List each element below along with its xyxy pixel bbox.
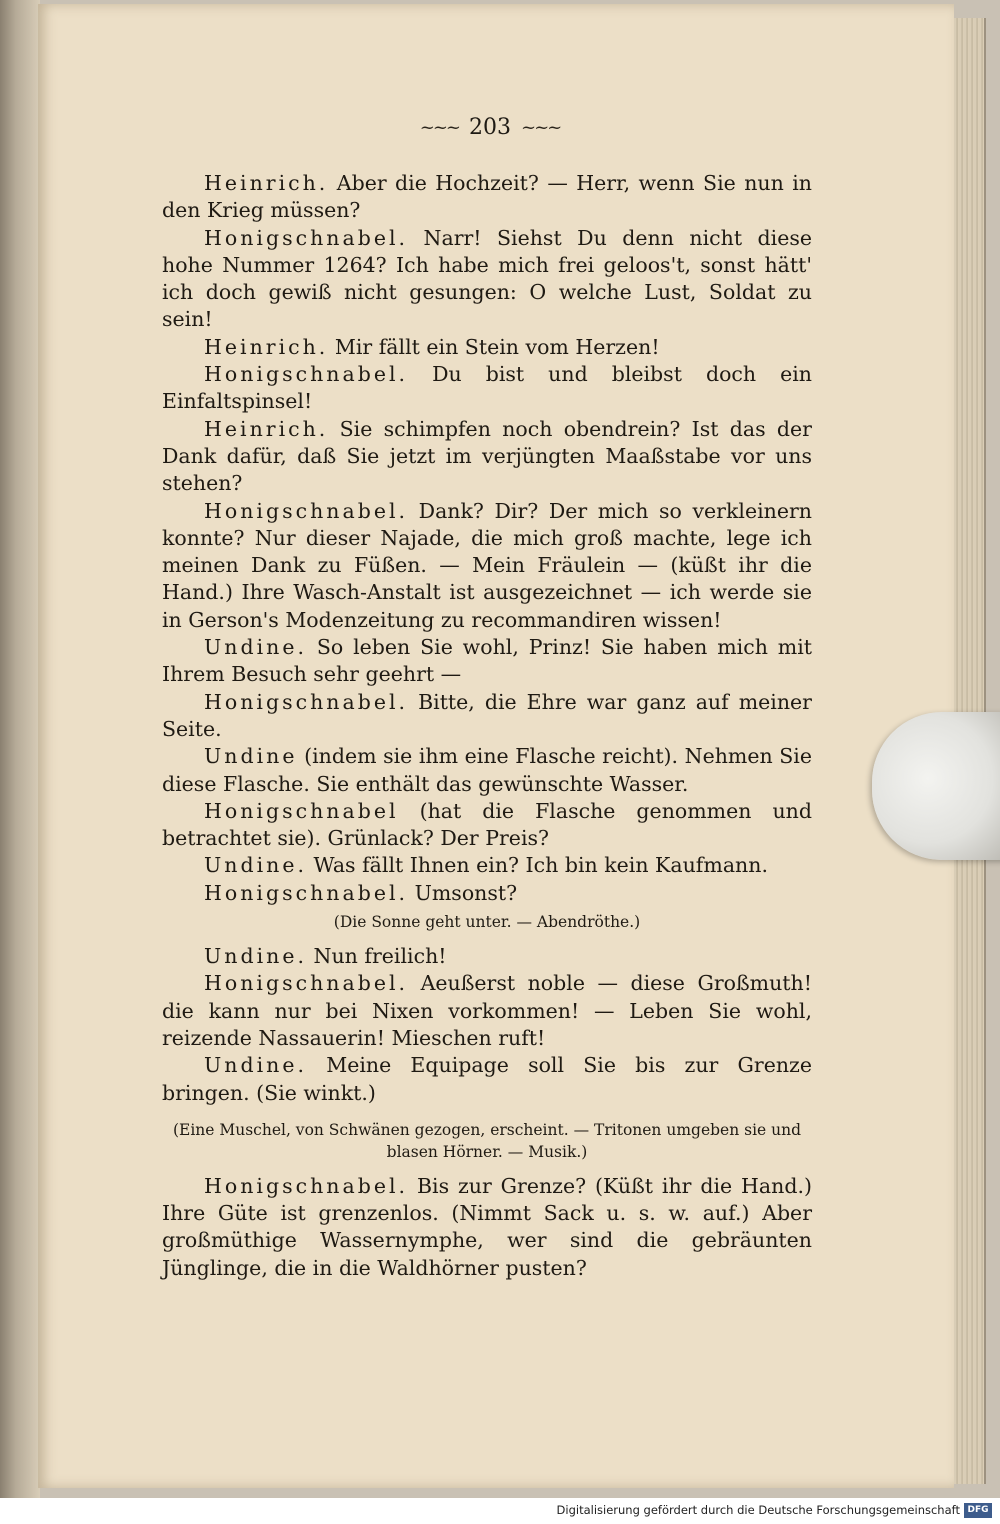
funding-credit: Digitalisierung gefördert durch die Deutsche Forschungsgemeinschaft bbox=[556, 1503, 960, 1517]
dialogue-line bbox=[162, 634, 812, 689]
dialogue-line bbox=[162, 361, 812, 416]
book-gutter bbox=[0, 0, 40, 1498]
dialogue-text: Sie schimpfen noch obendrein? Ist das der Dank dafür, daß Sie jetzt im verjüngten Maaßstabe vor uns stehen? bbox=[162, 416, 812, 496]
dialogue-line bbox=[162, 225, 812, 334]
dialogue-line bbox=[162, 498, 812, 634]
dialogue-line bbox=[162, 334, 812, 361]
dialogue-text: Nun freilich! bbox=[313, 944, 447, 969]
dialogue-line bbox=[162, 1052, 812, 1107]
dialogue-text: (hat die Flasche genommen und betrachtet sie). Grünlack? Der Preis? bbox=[162, 798, 812, 851]
speaker-name: Honigschnabel. bbox=[204, 225, 409, 250]
ornament-right: ~~~ bbox=[521, 116, 561, 138]
dialogue-text: So leben Sie wohl, Prinz! Sie haben mich mit Ihrem Besuch sehr geehrt — bbox=[162, 635, 812, 687]
speaker-name: Undine. bbox=[204, 944, 308, 969]
dialogue-line bbox=[162, 416, 812, 498]
page-tab-marker bbox=[872, 712, 1000, 860]
dialogue-text: Narr! Siehst Du denn nicht diese hohe Nummer 1264? Ich habe mich frei geloos't, sonst hätt' ich doch gewiß nicht gesungen: O welche Lust, Soldat zu sein! bbox=[162, 225, 812, 332]
speaker-name: Honigschnabel. bbox=[204, 1173, 409, 1198]
stage-direction: (Die Sonne geht unter. — Abendröthe.) bbox=[333, 913, 641, 932]
dialogue-line bbox=[162, 798, 812, 853]
dialogue-text: Bis zur Grenze? (Küßt ihr die Hand.) Ihre Güte ist grenzenlos. (Nimmt Sack u. s. w. auf.) Aber großmüthige Wassernymphe, wer sind die gebräunten Jünglinge, die in die Waldhörner pusten? bbox=[162, 1173, 812, 1280]
footer bbox=[0, 1498, 1000, 1524]
dialogue-text: Aber die Hochzeit? — Herr, wenn Sie nun in den Krieg müssen? bbox=[162, 171, 812, 223]
speaker-name: Heinrich. bbox=[204, 171, 329, 195]
speaker-name: Undine bbox=[204, 744, 298, 769]
dialogue-text: (indem sie ihm eine Flasche reicht). Nehmen Sie diese Flasche. Sie enthält das gewünschte Wasser. bbox=[162, 744, 812, 796]
page-text bbox=[162, 170, 812, 1282]
speaker-name: Honigschnabel. bbox=[204, 498, 409, 523]
dialogue-line bbox=[162, 689, 812, 744]
dialogue-text: Was fällt Ihnen ein? Ich bin kein Kaufmann. bbox=[313, 853, 768, 878]
speaker-name: Heinrich. bbox=[204, 334, 329, 359]
stage-direction: (Eine Muschel, von Schwänen gezogen, erscheint. — Tritonen umgeben sie und blasen Hörner. — Musik.) bbox=[172, 1120, 802, 1161]
speaker-name: Honigschnabel bbox=[204, 798, 399, 823]
speaker-name: Honigschnabel. bbox=[204, 362, 409, 387]
dialogue-text: Umsonst? bbox=[414, 880, 518, 905]
dialogue-text: Bitte, die Ehre war ganz auf meiner Seite. bbox=[162, 689, 812, 741]
dialogue-text: Aeußerst noble — diese Großmuth! die kann nur bei Nixen vorkommen! — Leben Sie wohl, reizende Nassauerin! Mieschen ruft! bbox=[162, 971, 812, 1050]
dialogue-text: Du bist und bleibst doch ein Einfaltspinsel! bbox=[162, 362, 812, 414]
dfg-logo: DFG bbox=[964, 1503, 992, 1518]
dialogue-line bbox=[162, 970, 812, 1052]
page-number: 203 bbox=[469, 114, 511, 140]
dialogue-line bbox=[162, 943, 812, 970]
speaker-name: Honigschnabel. bbox=[204, 880, 409, 905]
speaker-name: Honigschnabel. bbox=[204, 971, 409, 996]
dialogue-line bbox=[162, 880, 812, 907]
dialogue-line bbox=[162, 852, 812, 879]
page-header bbox=[390, 112, 590, 142]
dialogue-line bbox=[162, 170, 812, 225]
speaker-name: Heinrich. bbox=[204, 416, 329, 441]
speaker-name: Undine. bbox=[204, 635, 308, 660]
dialogue-line bbox=[162, 743, 812, 798]
dialogue-text: Dank? Dir? Der mich so verkleinern konnte? Nur dieser Najade, die mich groß machte, lege ich meinen Dank zu Füßen. — Mein Fräulein — (küßt ihr die Hand.) Ihre Wasch-Anstalt ist ausgezeichnet — ich werde sie in Gerson's Modenzeitung zu recommandiren wissen! bbox=[162, 498, 812, 632]
speaker-name: Honigschnabel. bbox=[204, 689, 409, 714]
dialogue-text: Mir fällt ein Stein vom Herzen! bbox=[334, 334, 660, 359]
dialogue-line bbox=[162, 1173, 812, 1282]
speaker-name: Undine. bbox=[204, 853, 308, 878]
speaker-name: Undine. bbox=[204, 1053, 308, 1078]
dialogue-text: Meine Equipage soll Sie bis zur Grenze bringen. (Sie winkt.) bbox=[162, 1053, 812, 1105]
ornament-left: ~~~ bbox=[419, 116, 459, 138]
